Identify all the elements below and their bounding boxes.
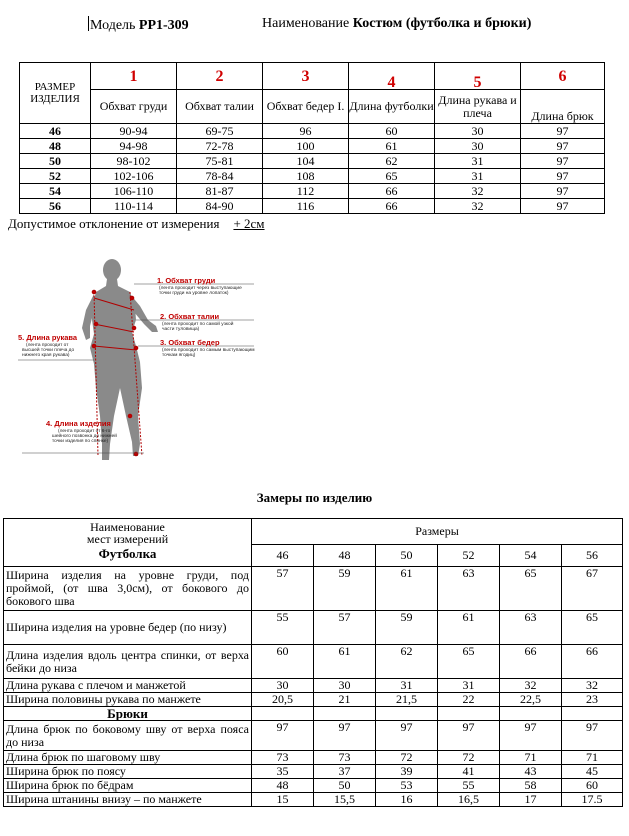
measurement-name: Длина брюк по шаговому шву <box>4 751 252 765</box>
measurement-row <box>4 721 623 751</box>
label-3-note: точкам ягодиц) <box>162 353 196 358</box>
section-title: Брюки <box>4 707 252 721</box>
measurement-row <box>4 611 623 645</box>
measurement-value: 15,5 <box>314 793 376 807</box>
measurement-name: Длина брюк по боковому шву от верха пояса до низа <box>4 721 252 751</box>
measurement-value: 32 <box>562 679 623 693</box>
size-cell: 60 <box>349 124 435 139</box>
label-2-note: части туловища) <box>162 327 200 332</box>
size-cell: 97 <box>521 154 605 169</box>
sizes-header: Размеры <box>252 519 623 545</box>
name-header-line: мест измерений <box>86 532 169 546</box>
size-column-header: 48 <box>314 545 376 567</box>
measurement-value: 37 <box>314 765 376 779</box>
name-header-line: Наименование <box>90 520 165 534</box>
measurement-value: 97 <box>314 721 376 751</box>
column-label: Обхват талии <box>177 90 263 124</box>
size-value: 48 <box>20 139 91 154</box>
size-row <box>20 124 605 139</box>
label-2-note: (лента проходит по самой узкой <box>162 322 234 327</box>
measurement-value: 57 <box>252 567 314 611</box>
measurement-value: 57 <box>314 611 376 645</box>
measurement-value: 58 <box>500 779 562 793</box>
size-cell: 90-94 <box>91 124 177 139</box>
column-label: Обхват бедер I. <box>263 90 349 124</box>
size-value: 56 <box>20 199 91 214</box>
measurement-value: 66 <box>562 645 623 679</box>
measurement-name: Длина изделия вдоль центра спинки, от верха бейки до низа <box>4 645 252 679</box>
size-cell: 30 <box>435 124 521 139</box>
measurement-value: 72 <box>438 751 500 765</box>
size-row <box>20 169 605 184</box>
measurements-body <box>4 567 623 807</box>
measurement-name: Ширина штанины внизу – по манжете <box>4 793 252 807</box>
measurement-value: 20,5 <box>252 693 314 707</box>
tolerance-note <box>8 216 265 232</box>
text-cursor <box>88 16 89 31</box>
size-cell: 84-90 <box>177 199 263 214</box>
measurement-row <box>4 793 623 807</box>
empty-cell <box>438 707 500 721</box>
measurement-value: 30 <box>252 679 314 693</box>
measurement-value: 72 <box>376 751 438 765</box>
size-cell: 31 <box>435 169 521 184</box>
measurement-value: 22,5 <box>500 693 562 707</box>
measurement-value: 21 <box>314 693 376 707</box>
measurement-value: 97 <box>500 721 562 751</box>
product-name-line <box>262 16 531 32</box>
label-4-note: (лента проходит от 6-го <box>58 429 111 434</box>
size-cell: 94-98 <box>91 139 177 154</box>
section-row <box>4 707 623 721</box>
size-cell: 81-87 <box>177 184 263 199</box>
measurement-figure <box>14 248 274 478</box>
size-value: 54 <box>20 184 91 199</box>
size-cell: 32 <box>435 199 521 214</box>
size-cell: 102-106 <box>91 169 177 184</box>
measurement-value: 31 <box>376 679 438 693</box>
size-cell: 97 <box>521 199 605 214</box>
measurement-value: 23 <box>562 693 623 707</box>
size-cell: 98-102 <box>91 154 177 169</box>
column-number: 5 <box>435 63 521 90</box>
column-label: Обхват груди <box>91 90 177 124</box>
label-2-title: 2. Обхват талии <box>160 312 220 321</box>
measurement-row <box>4 779 623 793</box>
measurements-title: Замеры по изделию <box>256 490 373 505</box>
measurement-value: 35 <box>252 765 314 779</box>
column-number: 4 <box>349 63 435 90</box>
measurement-value: 39 <box>376 765 438 779</box>
size-row <box>20 154 605 169</box>
measurement-value: 55 <box>438 779 500 793</box>
column-label: Длина футболки <box>349 90 435 124</box>
size-cell: 104 <box>263 154 349 169</box>
name-label: Наименование <box>262 16 350 31</box>
size-header <box>20 63 91 124</box>
label-5-note: нижнего края рукава) <box>22 353 70 358</box>
section-title: Футболка <box>98 546 157 561</box>
measurement-value: 97 <box>376 721 438 751</box>
measurement-row <box>4 645 623 679</box>
measurement-value: 66 <box>500 645 562 679</box>
measurement-row <box>4 693 623 707</box>
size-column-header: 50 <box>376 545 438 567</box>
size-cell: 66 <box>349 199 435 214</box>
measurement-row <box>4 567 623 611</box>
measurement-value: 31 <box>438 679 500 693</box>
size-cell: 97 <box>521 184 605 199</box>
measurement-value: 65 <box>562 611 623 645</box>
size-cell: 30 <box>435 139 521 154</box>
measurement-value: 16,5 <box>438 793 500 807</box>
tolerance-text: Допустимое отклонение от измерения <box>8 216 220 231</box>
column-number: 6 <box>521 63 605 90</box>
model-line <box>88 16 189 34</box>
size-value: 52 <box>20 169 91 184</box>
measurement-value: 71 <box>562 751 623 765</box>
size-chart-header-labels <box>20 90 605 124</box>
size-value: 46 <box>20 124 91 139</box>
measurement-value: 55 <box>252 611 314 645</box>
label-3-title: 3. Обхват бедер <box>160 338 220 347</box>
label-4-note: шейного позвонка до нижней <box>52 434 117 439</box>
empty-cell <box>562 707 623 721</box>
measurement-value: 59 <box>314 567 376 611</box>
measurement-value: 17.5 <box>562 793 623 807</box>
label-3-note: (лента проходит по самым выступающим <box>162 348 255 353</box>
size-row <box>20 139 605 154</box>
measurement-value: 30 <box>314 679 376 693</box>
measurement-value: 97 <box>562 721 623 751</box>
measurement-name: Ширина половины рукава по манжете <box>4 693 252 707</box>
label-4-note: точки изделия по спинке) <box>52 439 109 444</box>
size-cell: 106-110 <box>91 184 177 199</box>
model-code: PP1-309 <box>138 18 189 33</box>
measurement-value: 65 <box>500 567 562 611</box>
column-number: 1 <box>91 63 177 90</box>
measurement-value: 97 <box>438 721 500 751</box>
size-cell: 100 <box>263 139 349 154</box>
tolerance-value: + 2см <box>233 216 265 231</box>
measurement-value: 43 <box>500 765 562 779</box>
measurement-value: 63 <box>438 567 500 611</box>
empty-cell <box>376 707 438 721</box>
label-1-note: точки груди на уровне лопаток) <box>159 291 229 296</box>
measurement-value: 73 <box>252 751 314 765</box>
size-cell: 31 <box>435 154 521 169</box>
size-chart-body <box>20 124 605 214</box>
measurement-value: 41 <box>438 765 500 779</box>
size-value: 50 <box>20 154 91 169</box>
size-column-header: 54 <box>500 545 562 567</box>
size-cell: 66 <box>349 184 435 199</box>
measurement-value: 53 <box>376 779 438 793</box>
measurement-value: 59 <box>376 611 438 645</box>
size-cell: 97 <box>521 169 605 184</box>
size-row <box>20 199 605 214</box>
size-cell: 97 <box>521 124 605 139</box>
size-cell: 65 <box>349 169 435 184</box>
measurement-value: 61 <box>376 567 438 611</box>
size-cell: 61 <box>349 139 435 154</box>
empty-cell <box>314 707 376 721</box>
size-cell: 75-81 <box>177 154 263 169</box>
measurement-name: Ширина изделия на уровне груди, под проймой, (от шва 3,0см), от бокового до бокового шва <box>4 567 252 611</box>
size-cell: 62 <box>349 154 435 169</box>
measurement-value: 16 <box>376 793 438 807</box>
size-cell: 32 <box>435 184 521 199</box>
size-chart-table <box>19 62 605 214</box>
measurement-value: 97 <box>252 721 314 751</box>
column-number: 2 <box>177 63 263 90</box>
size-cell: 72-78 <box>177 139 263 154</box>
measurement-name: Ширина брюк по поясу <box>4 765 252 779</box>
measurements-table <box>3 518 623 807</box>
column-label: Длина брюк <box>521 90 605 124</box>
measurement-value: 50 <box>314 779 376 793</box>
measurement-value: 67 <box>562 567 623 611</box>
measurement-row <box>4 765 623 779</box>
measurement-row <box>4 751 623 765</box>
size-cell: 116 <box>263 199 349 214</box>
measurement-value: 60 <box>252 645 314 679</box>
label-1-note: (лента проходит через выступающие <box>159 286 242 291</box>
measurement-value: 21,5 <box>376 693 438 707</box>
measurement-value: 62 <box>376 645 438 679</box>
size-column-header: 56 <box>562 545 623 567</box>
label-5-note: высшей точки плеча до <box>22 348 75 353</box>
measurement-name: Ширина брюк по бёдрам <box>4 779 252 793</box>
measurement-value: 63 <box>500 611 562 645</box>
size-cell: 78-84 <box>177 169 263 184</box>
measurement-value: 60 <box>562 779 623 793</box>
measurement-value: 61 <box>438 611 500 645</box>
size-cell: 96 <box>263 124 349 139</box>
name-header <box>4 519 252 567</box>
measurements-header-row <box>4 519 623 545</box>
measurement-value: 22 <box>438 693 500 707</box>
column-number: 3 <box>263 63 349 90</box>
measurement-value: 17 <box>500 793 562 807</box>
column-label: Длина рукава и плеча <box>435 90 521 124</box>
size-cell: 112 <box>263 184 349 199</box>
size-header-text: РАЗМЕР ИЗДЕЛИЯ <box>30 81 80 105</box>
measurement-value: 48 <box>252 779 314 793</box>
model-label: Модель <box>90 18 136 33</box>
measurement-value: 65 <box>438 645 500 679</box>
measurement-value: 45 <box>562 765 623 779</box>
label-4-title: 4. Длина изделия <box>46 419 111 428</box>
size-cell: 108 <box>263 169 349 184</box>
measurement-value: 61 <box>314 645 376 679</box>
size-column-header: 46 <box>252 545 314 567</box>
label-1-title: 1. Обхват груди <box>157 276 216 285</box>
measurement-name: Длина рукава с плечом и манжетой <box>4 679 252 693</box>
size-cell: 69-75 <box>177 124 263 139</box>
size-row <box>20 184 605 199</box>
measurement-value: 71 <box>500 751 562 765</box>
size-cell: 97 <box>521 139 605 154</box>
empty-cell <box>252 707 314 721</box>
empty-cell <box>500 707 562 721</box>
size-column-header: 52 <box>438 545 500 567</box>
measurement-name: Ширина изделия на уровне бедер (по низу) <box>4 611 252 645</box>
size-cell: 110-114 <box>91 199 177 214</box>
label-5-title: 5. Длина рукава <box>18 333 78 342</box>
measurement-value: 32 <box>500 679 562 693</box>
measurement-row <box>4 679 623 693</box>
measurement-value: 73 <box>314 751 376 765</box>
product-name: Костюм (футболка и брюки) <box>352 16 532 31</box>
measurement-value: 15 <box>252 793 314 807</box>
size-chart-header-numbers <box>20 63 605 90</box>
label-5-note: (лента проходит от <box>26 343 69 348</box>
